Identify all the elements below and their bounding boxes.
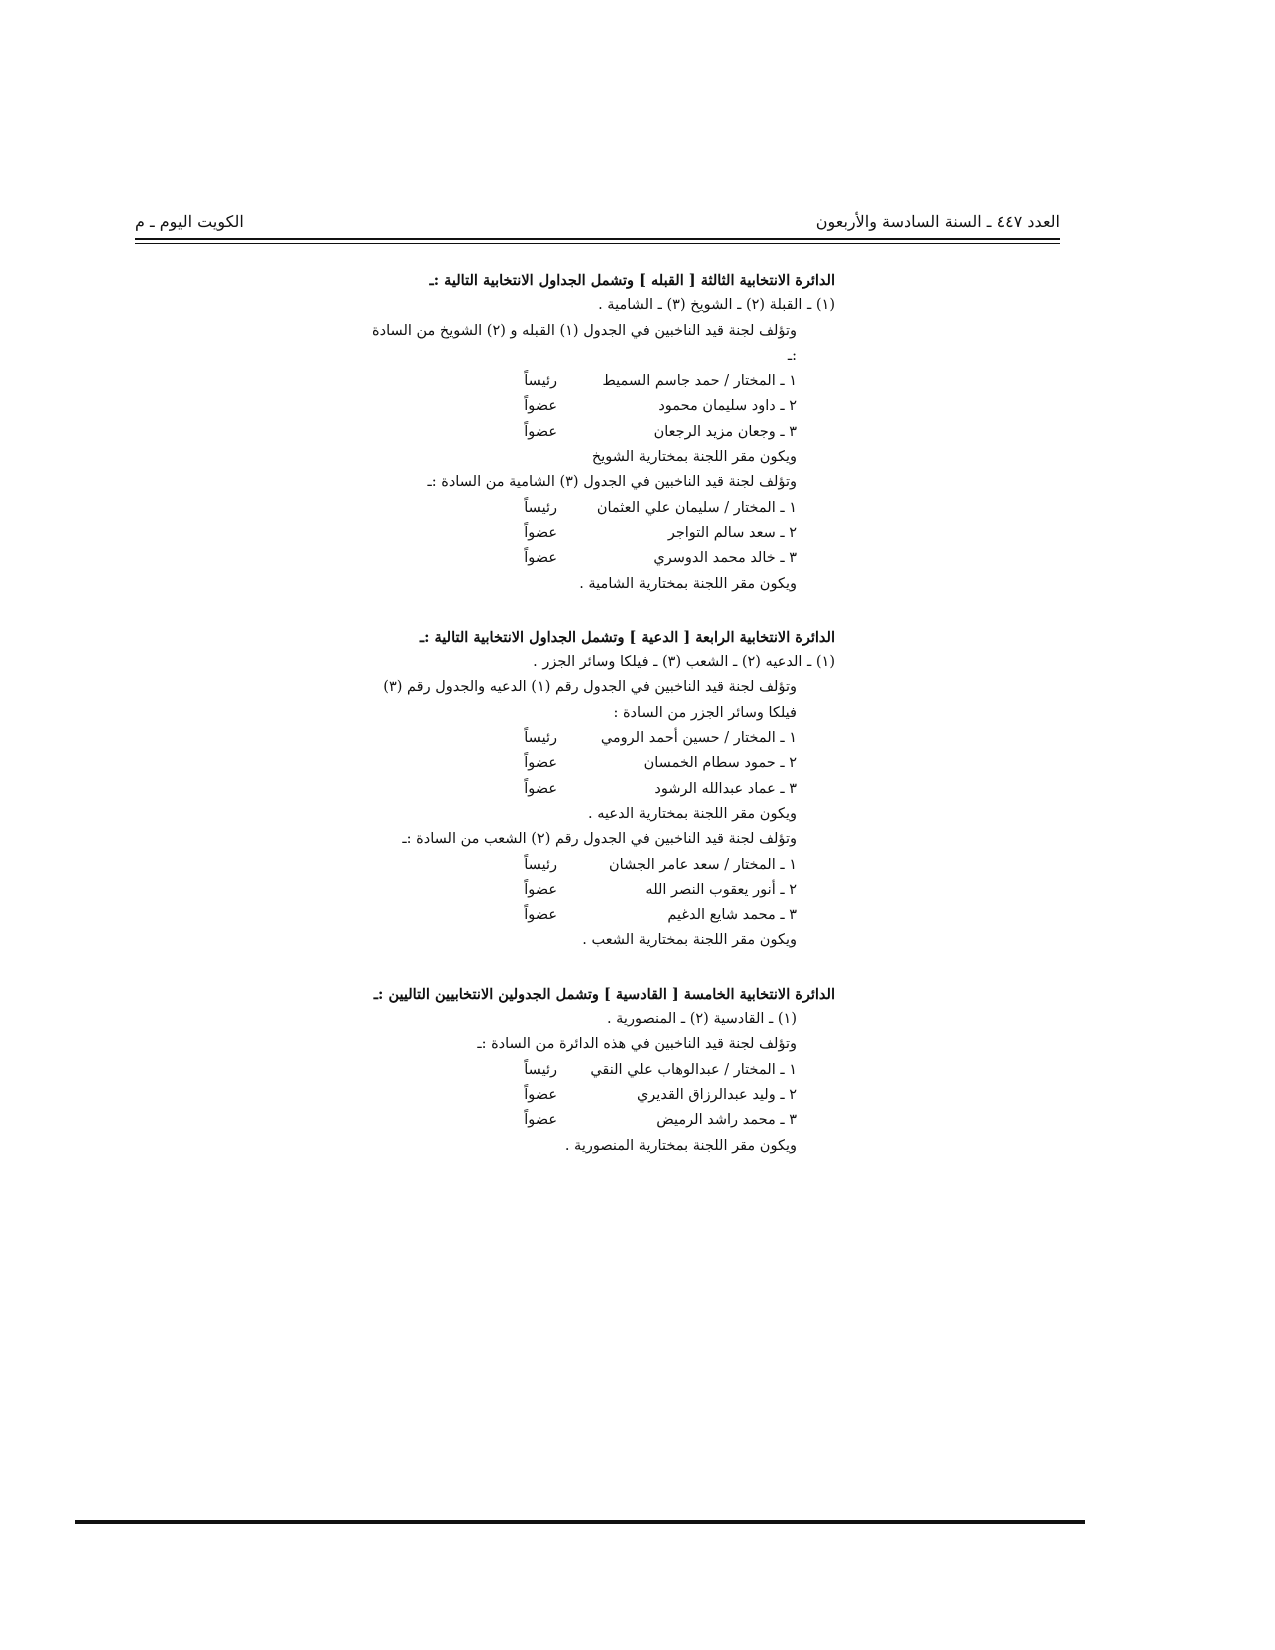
member-role: عضواً	[524, 550, 557, 567]
section-heading: الدائرة الانتخابية الرابعة [ الدعية ] وتشمل الجداول الانتخابية التالية :ـ	[419, 628, 835, 646]
member-name: ٣ ـ وجعان مزيد الرجعان	[653, 423, 797, 440]
member-role: رئيساً	[524, 730, 557, 747]
member-name: ٢ ـ أنور يعقوب النصر الله	[645, 881, 797, 898]
committee-member	[360, 853, 835, 878]
member-role: عضواً	[524, 755, 557, 772]
committee-member	[360, 878, 835, 903]
section-heading: الدائرة الانتخابية الخامسة [ القادسية ] وتشمل الجدولين الانتخابيين التاليين :ـ	[373, 985, 835, 1003]
member-role: عضواً	[524, 524, 557, 541]
member-name: ٢ ـ داود سليمان محمود	[658, 398, 797, 415]
member-name: ١ ـ المختار / حمد جاسم السميط	[602, 373, 797, 390]
section-heading: الدائرة الانتخابية الثالثة [ القبله ] وتشمل الجداول الانتخابية التالية :ـ	[429, 272, 835, 289]
committee-member	[360, 751, 835, 776]
committee-member	[360, 777, 835, 802]
member-role: عضواً	[524, 1086, 557, 1103]
committee-member	[360, 1083, 835, 1108]
district-section-third	[360, 268, 835, 597]
member-role: رئيساً	[524, 373, 557, 390]
member-name: ١ ـ المختار / عبدالوهاب علي النقي	[590, 1061, 797, 1078]
document-body	[360, 268, 835, 1159]
committee-member	[360, 521, 835, 546]
committee-member	[360, 369, 835, 394]
member-name: ٣ ـ عماد عبدالله الرشود	[654, 780, 797, 797]
member-role: رئيساً	[524, 1061, 557, 1078]
committee-member	[360, 1108, 835, 1133]
committee-intro: وتؤلف لجنة قيد الناخبين في الجدول (٣) الشامية من السادة :ـ	[427, 474, 797, 491]
footer-rule	[75, 1520, 1085, 1524]
committee-member	[360, 726, 835, 751]
member-role: عضواً	[524, 881, 557, 898]
member-role: رئيساً	[524, 499, 557, 516]
section-lists: (١) ـ الدعيه (٢) ـ الشعب (٣) ـ فيلكا وسائر الجزر .	[533, 654, 835, 671]
member-role: عضواً	[524, 398, 557, 415]
committee-seat: ويكون مقر اللجنة بمختارية المنصورية .	[564, 1137, 797, 1154]
committee-member	[360, 496, 835, 521]
header-rule-thin	[135, 243, 1060, 244]
committee-intro: وتؤلف لجنة قيد الناخبين في الجدول (١) القبله و (٢) الشويخ من السادة :ـ	[372, 322, 797, 364]
district-section-fourth	[360, 625, 835, 954]
member-name: ١ ـ المختار / سعد عامر الجشان	[609, 856, 797, 873]
committee-seat: ويكون مقر اللجنة بمختارية الشويخ	[591, 449, 797, 466]
committee-seat: ويكون مقر اللجنة بمختارية الشامية .	[579, 575, 797, 592]
issue-number: العدد ٤٤٧ ـ السنة السادسة والأربعون	[815, 212, 1060, 231]
district-section-fifth	[360, 982, 835, 1159]
member-role: عضواً	[524, 423, 557, 440]
committee-member	[360, 1058, 835, 1083]
committee-member	[360, 420, 835, 445]
committee-member	[360, 546, 835, 571]
gazette-title: الكويت اليوم ـ م	[135, 212, 244, 231]
committee-intro: وتؤلف لجنة قيد الناخبين في الجدول رقم (٢) الشعب من السادة :ـ	[402, 831, 797, 848]
member-name: ٢ ـ حمود سطام الخمسان	[643, 755, 797, 772]
committee-seat: ويكون مقر اللجنة بمختارية الشعب .	[582, 932, 797, 949]
member-name: ٢ ـ سعد سالم التواجر	[667, 524, 797, 541]
committee-intro: وتؤلف لجنة قيد الناخبين في هذه الدائرة من السادة :ـ	[477, 1036, 797, 1053]
member-name: ٣ ـ محمد راشد الرميض	[656, 1112, 797, 1129]
member-name: ٢ ـ وليد عبدالرزاق القديري	[636, 1086, 797, 1103]
member-name: ١ ـ المختار / حسين أحمد الرومي	[600, 730, 797, 747]
member-name: ٣ ـ خالد محمد الدوسري	[653, 550, 797, 567]
member-role: عضواً	[524, 907, 557, 924]
member-role: عضواً	[524, 1112, 557, 1129]
member-role: رئيساً	[524, 856, 557, 873]
committee-member	[360, 903, 835, 928]
member-name: ١ ـ المختار / سليمان علي العثمان	[596, 499, 797, 516]
member-name: ٣ ـ محمد شايع الدغيم	[667, 907, 797, 924]
header-rule	[135, 238, 1060, 240]
committee-seat: ويكون مقر اللجنة بمختارية الدعيه .	[588, 805, 797, 822]
committee-intro: وتؤلف لجنة قيد الناخبين في الجدول رقم (١) الدعيه والجدول رقم (٣) فيلكا وسائر الجزر من السادة :	[383, 679, 797, 721]
section-lists: (١) ـ القبلة (٢) ـ الشويخ (٣) ـ الشامية .	[598, 297, 835, 314]
section-lists: (١) ـ القادسية (٢) ـ المنصورية .	[606, 1011, 797, 1028]
page-header	[135, 212, 1060, 238]
member-role: عضواً	[524, 780, 557, 797]
committee-member	[360, 394, 835, 419]
